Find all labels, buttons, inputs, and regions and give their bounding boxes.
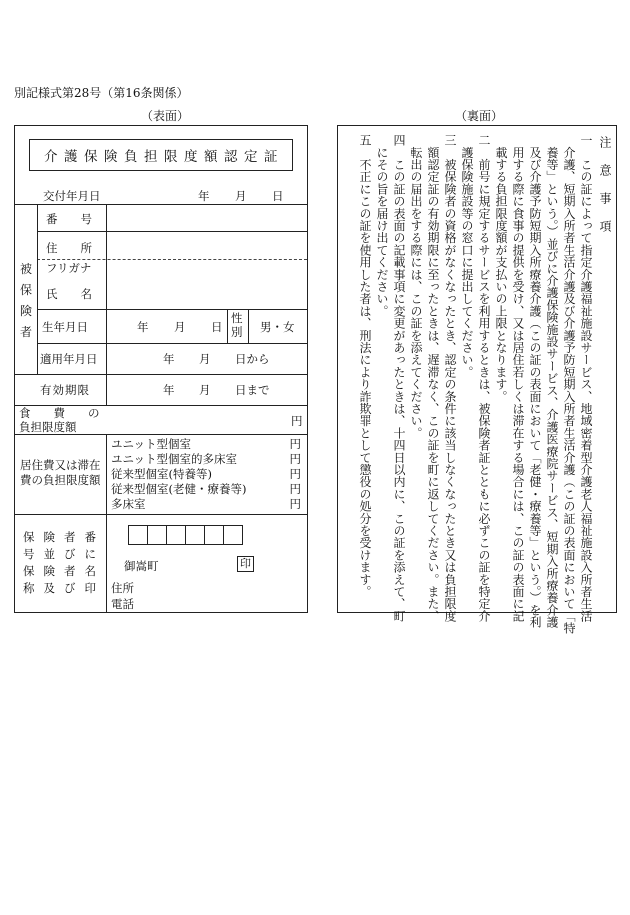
residence-item: 従来型個室(特養等) 円 xyxy=(111,467,301,481)
issue-date-day: 日 xyxy=(272,189,284,203)
sex-value: 男・女 xyxy=(260,320,295,334)
insurer-town: 御嵩町 xyxy=(124,559,159,573)
birthdate-year: 年 xyxy=(137,320,149,334)
apply-date-day: 日から xyxy=(235,352,270,366)
note-line: 五 不正にこの証を使用した者は、刑法により詐欺罪として懲役の処分を受けます。 xyxy=(358,134,372,598)
valid-period-label: 有効期限 xyxy=(40,383,90,397)
insurer-seal: 印 xyxy=(237,556,254,572)
note-line: 四 この証の表面の記載事項に変更があったときは、十四日以内に、この証を添えて、町 xyxy=(392,134,406,622)
issue-date-year: 年 xyxy=(198,189,210,203)
residence-limit-label: 居住費又は滞在 費の負担限度額 xyxy=(20,458,101,487)
insurer-label: 保険者番 号並びに 保険者名 称及び印 xyxy=(23,530,105,595)
birthdate-day: 日 xyxy=(211,320,223,334)
note-line: 二 前号に規定するサービスを利用するときは、被保険者証とともに必ずこの証を特定介 xyxy=(477,134,491,622)
certificate-front xyxy=(14,125,308,613)
food-limit-label: 食 費 の 負担限度額 xyxy=(19,406,100,434)
note-line: 載する負担限度額が支払いの上限となります。 xyxy=(494,134,508,403)
residence-item: ユニット型個室的多床室 円 xyxy=(111,452,301,466)
furigana-label: フリガナ xyxy=(46,261,92,275)
number-label: 番 号 xyxy=(46,212,92,226)
note-line: 介護、短期入所者生活介護及び介護予防短期入所者生活介護（この証の表面において「特 xyxy=(562,134,576,635)
note-line: 転出の届出をする際には、この証を添えてください。 xyxy=(409,134,423,439)
food-limit-unit: 円 xyxy=(291,414,303,428)
note-line: 及び介護予防短期入所療養介護（この証の表面において「老健・療養等」という。）を利 xyxy=(528,134,542,629)
issue-date-label: 交付年月日 xyxy=(43,189,101,203)
form-heading: 別記様式第28号（第16条関係） xyxy=(14,86,189,100)
insurer-number-boxes xyxy=(128,525,242,545)
certificate-back xyxy=(337,125,617,635)
residence-item: ユニット型個室 円 xyxy=(111,437,301,451)
address-label: 住 所 xyxy=(46,241,92,255)
name-label: 氏 名 xyxy=(46,287,92,301)
note-line: 三 被保険者の資格がなくなったとき、認定の条件に該当しなくなったとき又は負担限度 xyxy=(443,134,457,622)
note-line: 養等」という。）並びに介護保険施設サービス、介護医療院サービス、短期入所療養介護 xyxy=(545,134,559,629)
birthdate-month: 月 xyxy=(174,320,186,334)
notes-heading: 注 意 事 項 xyxy=(598,136,612,234)
note-line: 護保険施設等の窓口に提出してください。 xyxy=(460,134,474,378)
note-line: 額認定証の有効期限に至ったときは、遅滞なく、この証を町に返してください。また、 xyxy=(426,134,440,622)
birthdate-label: 生年月日 xyxy=(42,320,88,334)
valid-period-year: 年 xyxy=(163,383,175,397)
valid-period-day: 日まで xyxy=(235,383,270,397)
sex-label: 性 別 xyxy=(231,311,243,339)
certificate-title: 介護保険負担限度額認定証 xyxy=(29,139,293,171)
note-line: 一 この証によって指定介護福祉施設サービス、地域密着型介護老人福祉施設入所者生活 xyxy=(579,134,593,622)
residence-item: 従来型個室(老健・療養等) 円 xyxy=(111,482,301,496)
insured-person-label: 被 保 険 者 xyxy=(20,262,33,339)
back-side-label: （裏面） xyxy=(455,109,504,123)
insurer-address-label: 住所 xyxy=(111,581,134,595)
apply-date-label: 適用年月日 xyxy=(40,352,98,366)
apply-date-year: 年 xyxy=(163,352,175,366)
issue-date-month: 月 xyxy=(235,189,247,203)
note-line: 用する際に食事の提供を受け、又は居住若しくは滞在する場合には、この証の表面に記 xyxy=(511,134,525,622)
note-line: にその旨を届け出てください。 xyxy=(375,134,389,317)
insurer-phone-label: 電話 xyxy=(111,597,134,611)
residence-items xyxy=(111,436,301,511)
residence-item: 多床室 円 xyxy=(111,497,301,511)
valid-period-month: 月 xyxy=(199,383,211,397)
front-side-label: （表面） xyxy=(141,109,190,123)
apply-date-month: 月 xyxy=(199,352,211,366)
